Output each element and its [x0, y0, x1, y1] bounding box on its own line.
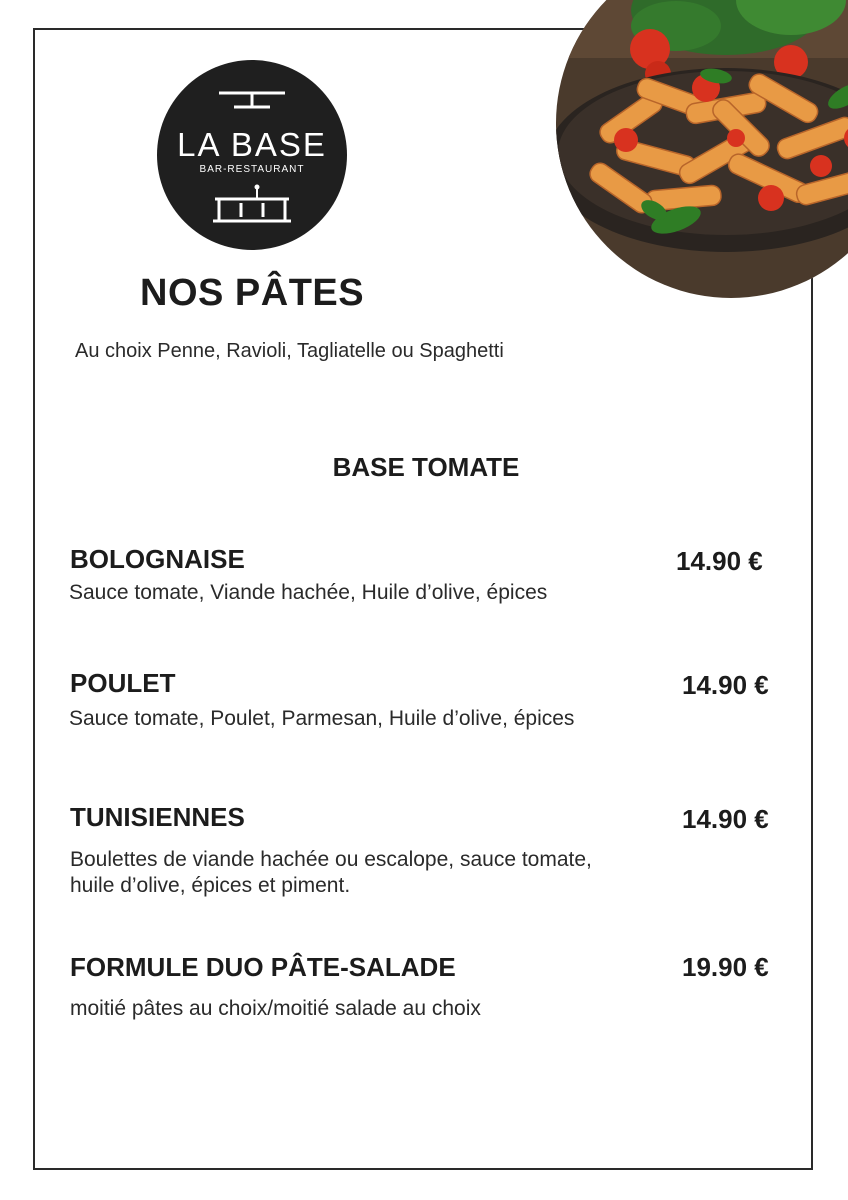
dish-price-formule-duo: 19.90 €: [682, 952, 769, 982]
dish-name-poulet: POULET: [70, 668, 176, 698]
logo-subtitle: BAR-RESTAURANT: [199, 164, 305, 175]
pasta-choice-subtitle: Au choix Penne, Ravioli, Tagliatelle ou Spaghetti: [75, 340, 504, 362]
logo-name: LA BASE: [177, 126, 327, 163]
dish-description-poulet: Sauce tomate, Poulet, Parmesan, Huile d’olive, épices: [69, 707, 575, 730]
section-title-base-tomate: BASE TOMATE: [332, 452, 520, 482]
restaurant-logo: [157, 60, 347, 250]
dish-name-bolognaise: BOLOGNAISE: [70, 544, 245, 574]
dish-description-tunisiennes: Boulettes de viande hachée ou escalope, sauce tomate, huile d’olive, épices et piment.: [70, 848, 592, 897]
dish-price-tunisiennes: 14.90 €: [682, 804, 769, 834]
dish-name-formule-duo: FORMULE DUO PÂTE-SALADE: [70, 952, 456, 982]
page-title: NOS PÂTES: [140, 272, 365, 314]
dish-price-bolognaise: 14.90 €: [676, 546, 763, 576]
dish-description-bolognaise: Sauce tomate, Viande hachée, Huile d’olive, épices: [69, 581, 548, 604]
dish-name-tunisiennes: TUNISIENNES: [70, 802, 245, 832]
dish-price-poulet: 14.90 €: [682, 670, 769, 700]
dish-description-formule-duo: moitié pâtes au choix/moitié salade au choix: [70, 997, 481, 1020]
